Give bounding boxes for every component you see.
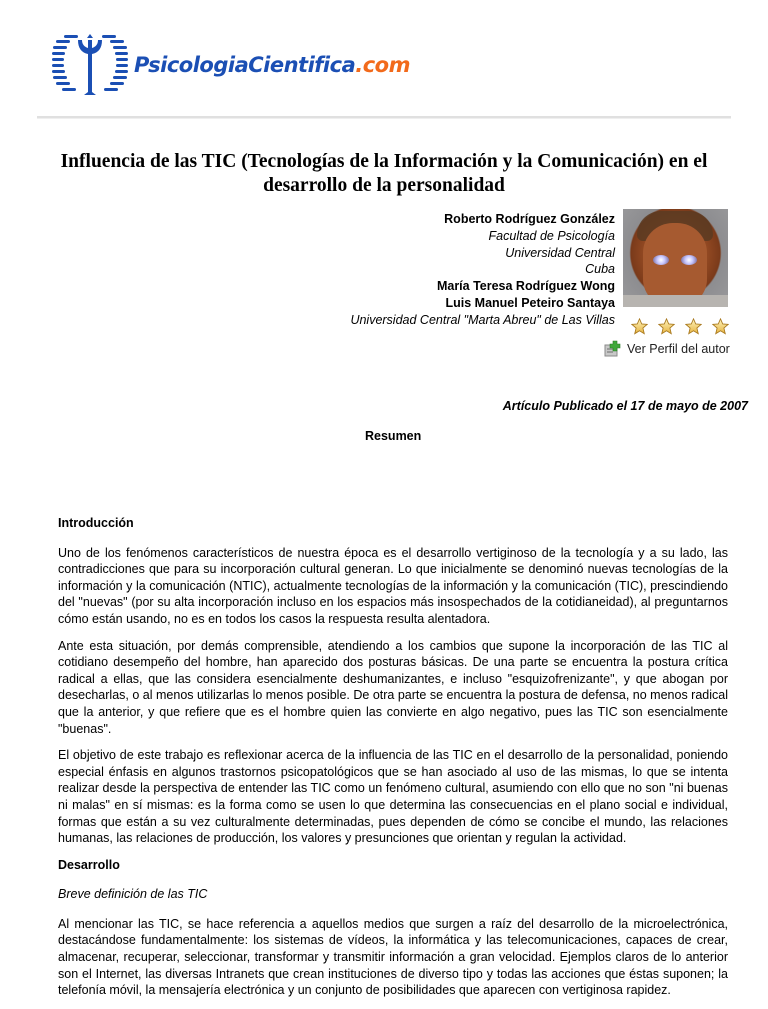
author-name: Roberto Rodríguez González [444,212,615,226]
author-rating [631,318,729,335]
star-icon [685,318,702,335]
paragraph: Uno de los fenómenos característicos de nuestra época es el desarrollo vertiginoso de la tecnología y a su lado, las contradicciones que para su incorporación cultural generan. Lo que inicialmente se denominó nuevas tecnologías de la información y la comunicación (NTIC), actualmente tecnologías de la información y la comunicación (TIC), prescindiendo del "nuevas" (por su alta incorporación incluso en los espacios más insospechados de la cotidianeidad), al preguntarnos cómo están usando, no es en todos los casos la respuesta resulta alentadora. [58,545,728,626]
site-logo-text: PsicologiaCientifica.com [134,53,410,77]
article-title: Influencia de las TIC (Tecnologías de la Información y la Comunicación) en el desarrollo de la personalidad [60,151,708,196]
author-affiliation: Universidad Central [505,245,615,260]
author-photo [623,209,728,307]
paragraph: El objetivo de este trabajo es reflexionar acerca de la influencia de las TIC en el desarrollo de la personalidad, poniendo especial énfasis en algunos trastornos psicopatológicos que se han asociado al uso de las mismas, lo que se intenta realizar desde la perspectiva de entender las TIC como un fenómeno cultural, asumiendo con ello que no son "ni buenas ni malas" en sí mismas: es la forma como se usen lo que determina las consecuencias en el plano social e individual, formas que están a su vez culturalmente determinadas, pues dependen de cómo se concibe el mundo, las relaciones humanas, las relaciones de producción, los valores y presunciones que orientan y regulan la actividad. [58,748,728,846]
star-icon [658,318,675,335]
trident-psi-emblem-icon [52,34,128,96]
paragraph: Ante esta situación, por demás comprensible, atendiendo a los cambios que supone la incorporación de las TIC al cotidiano desempeño del hombre, han aparecido dos posturas básicas. De una parte se encuentra la postura crítica radical a ellas, que las considera esencialmente deshumanizantes, e incluso "esquizofrenizante", y que abogan por desecharlas, o al menos utilizarlas lo menos posible. De otra parte se encuentra la postura de defensa, no menos radical que la anterior, y que refiere que es el hombre quien las convierte en algo negativo, pues las TIC son esencialmente "buenas". [58,638,728,736]
publication-date: Artículo Publicado el 17 de mayo de 2007 [502,399,748,413]
author-affiliation: Cuba [585,262,615,277]
article-body [58,515,728,1009]
section-heading-desarrollo: Desarrollo [58,857,120,872]
author-affiliation: Universidad Central "Marta Abreu" de Las Villas [350,312,615,327]
paragraph: Al mencionar las TIC, se hace referencia a aquellos medios que surgen a raíz del desarrollo de la microelectrónica, destacándose fundamentalmente: los sistemas de vídeos, la informática y las telecomunicaciones, capaces de crear, almacenar, recuperar, seleccionar, transformar y transmitir información a gran velocidad. Ejemplos claros de lo anterior son el Internet, las diversas Intranets que crean instituciones de diverso tipo y todas las acciones que éstas suponen; la telefonía móvil, la mensajería electrónica y un conjunto de posibilidades que aparecen con vertiginosa rapidez. [58,916,728,998]
star-icon [712,318,729,335]
site-logo[interactable] [52,34,410,96]
star-icon [631,318,648,335]
author-block [350,211,615,329]
author-name: Luis Manuel Peteiro Santaya [445,295,615,310]
add-profile-icon [604,340,621,357]
section-heading-introduccion: Introducción [58,516,134,530]
author-affiliation: Facultad de Psicología [488,228,615,243]
abstract-heading: Resumen [365,429,422,443]
view-author-profile-link[interactable] [604,340,730,357]
header-separator [37,116,731,119]
view-author-profile-label[interactable]: Ver Perfil del autor [627,342,730,356]
author-name: María Teresa Rodríguez Wong [436,279,615,294]
subsection-heading: Breve definición de las TIC [58,887,208,902]
